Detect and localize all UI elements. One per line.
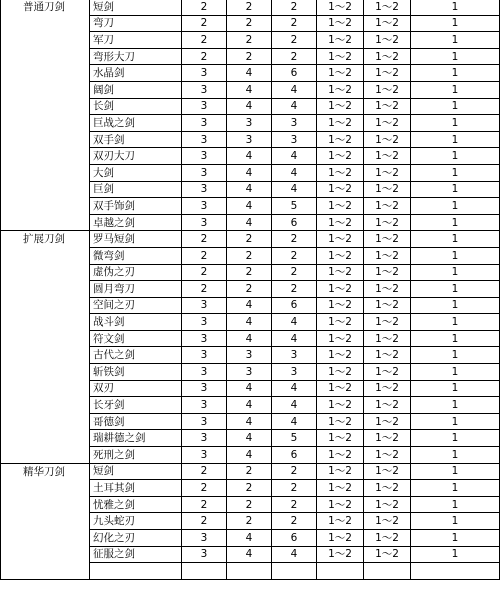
range-1-cell: 1～2	[317, 380, 364, 397]
stat-1-cell: 3	[182, 546, 227, 563]
stat-3-cell: 2	[272, 496, 317, 513]
weapon-name-cell	[90, 563, 182, 580]
stat-1-cell: 2	[182, 480, 227, 497]
stat-2-cell: 4	[227, 380, 272, 397]
value-cell: 1	[411, 463, 500, 480]
stat-1-cell: 2	[182, 513, 227, 530]
value-cell: 1	[411, 347, 500, 364]
stat-3-cell: 2	[272, 281, 317, 298]
stat-3-cell: 6	[272, 65, 317, 82]
stat-1-cell: 2	[182, 48, 227, 65]
table-row	[1, 0, 500, 15]
range-2-cell: 1～2	[364, 131, 411, 148]
range-2-cell: 1～2	[364, 148, 411, 165]
weapon-name-cell: 卓越之剑	[90, 214, 182, 231]
weapon-name-cell: 双刃	[90, 380, 182, 397]
weapon-name-cell: 弯形大刀	[90, 48, 182, 65]
stat-2-cell: 4	[227, 530, 272, 547]
value-cell: 1	[411, 148, 500, 165]
stat-3-cell: 2	[272, 463, 317, 480]
range-1-cell: 1～2	[317, 347, 364, 364]
stat-3-cell: 4	[272, 148, 317, 165]
value-cell: 1	[411, 496, 500, 513]
weapon-name-cell: 土耳其剑	[90, 480, 182, 497]
stat-3-cell	[272, 563, 317, 580]
range-2-cell: 1～2	[364, 530, 411, 547]
stat-3-cell: 4	[272, 98, 317, 115]
stat-2-cell: 2	[227, 15, 272, 32]
stat-1-cell	[182, 563, 227, 580]
range-1-cell: 1～2	[317, 496, 364, 513]
weapon-name-cell: 阔剑	[90, 81, 182, 98]
weapon-name-cell: 双刃大刀	[90, 148, 182, 165]
range-1-cell: 1～2	[317, 546, 364, 563]
weapon-name-cell: 幻化之刃	[90, 530, 182, 547]
stat-2-cell: 3	[227, 131, 272, 148]
range-1-cell: 1～2	[317, 463, 364, 480]
range-2-cell: 1～2	[364, 397, 411, 414]
stat-2-cell: 2	[227, 247, 272, 264]
range-2-cell: 1～2	[364, 347, 411, 364]
range-2-cell: 1～2	[364, 480, 411, 497]
range-1-cell: 1～2	[317, 32, 364, 49]
range-1-cell: 1～2	[317, 397, 364, 414]
stat-2-cell: 4	[227, 181, 272, 198]
stat-1-cell: 3	[182, 98, 227, 115]
stat-1-cell: 3	[182, 530, 227, 547]
stat-1-cell: 3	[182, 380, 227, 397]
stat-1-cell: 2	[182, 0, 227, 15]
range-1-cell: 1～2	[317, 65, 364, 82]
stat-1-cell: 3	[182, 164, 227, 181]
stat-3-cell: 4	[272, 181, 317, 198]
range-2-cell: 1～2	[364, 281, 411, 298]
value-cell: 1	[411, 15, 500, 32]
stat-2-cell: 3	[227, 115, 272, 132]
stat-2-cell: 3	[227, 364, 272, 381]
stat-3-cell: 4	[272, 330, 317, 347]
range-1-cell: 1～2	[317, 430, 364, 447]
stat-1-cell: 3	[182, 115, 227, 132]
stat-2-cell: 4	[227, 198, 272, 215]
stat-2-cell: 4	[227, 214, 272, 231]
stat-1-cell: 3	[182, 330, 227, 347]
stat-1-cell: 3	[182, 198, 227, 215]
stat-2-cell: 4	[227, 413, 272, 430]
value-cell: 1	[411, 380, 500, 397]
value-cell: 1	[411, 231, 500, 248]
stat-3-cell: 4	[272, 546, 317, 563]
value-cell: 1	[411, 530, 500, 547]
range-2-cell: 1～2	[364, 214, 411, 231]
value-cell: 1	[411, 32, 500, 49]
weapon-name-cell: 瑞耕德之剑	[90, 430, 182, 447]
stat-3-cell: 3	[272, 131, 317, 148]
range-1-cell	[317, 563, 364, 580]
range-2-cell: 1～2	[364, 98, 411, 115]
range-2-cell: 1～2	[364, 181, 411, 198]
stat-2-cell: 2	[227, 513, 272, 530]
weapon-name-cell: 虚伪之刃	[90, 264, 182, 281]
stat-3-cell: 6	[272, 297, 317, 314]
range-1-cell: 1～2	[317, 413, 364, 430]
range-2-cell: 1～2	[364, 413, 411, 430]
range-1-cell: 1～2	[317, 530, 364, 547]
weapon-name-cell: 双手饰剑	[90, 198, 182, 215]
range-2-cell: 1～2	[364, 447, 411, 464]
weapon-name-cell: 符文剑	[90, 330, 182, 347]
stat-2-cell: 2	[227, 281, 272, 298]
stat-3-cell: 2	[272, 48, 317, 65]
value-cell: 1	[411, 397, 500, 414]
value-cell: 1	[411, 314, 500, 331]
range-2-cell: 1～2	[364, 15, 411, 32]
range-2-cell	[364, 563, 411, 580]
table-row	[1, 463, 500, 480]
stat-1-cell: 3	[182, 131, 227, 148]
stat-2-cell: 4	[227, 81, 272, 98]
range-2-cell: 1～2	[364, 115, 411, 132]
stat-2-cell: 4	[227, 330, 272, 347]
value-cell: 1	[411, 198, 500, 215]
weapon-name-cell: 空间之刃	[90, 297, 182, 314]
range-2-cell: 1～2	[364, 48, 411, 65]
range-2-cell: 1～2	[364, 380, 411, 397]
value-cell: 1	[411, 330, 500, 347]
range-1-cell: 1～2	[317, 131, 364, 148]
stat-2-cell: 2	[227, 231, 272, 248]
weapon-name-cell: 斩铁剑	[90, 364, 182, 381]
weapon-name-cell: 水晶剑	[90, 65, 182, 82]
range-2-cell: 1～2	[364, 164, 411, 181]
value-cell: 1	[411, 281, 500, 298]
table-row	[1, 231, 500, 248]
range-2-cell: 1～2	[364, 496, 411, 513]
stat-1-cell: 3	[182, 364, 227, 381]
stat-1-cell: 3	[182, 65, 227, 82]
category-cell: 精华刀剑	[1, 463, 90, 579]
range-2-cell: 1～2	[364, 314, 411, 331]
range-1-cell: 1～2	[317, 330, 364, 347]
stat-3-cell: 2	[272, 15, 317, 32]
range-1-cell: 1～2	[317, 297, 364, 314]
stat-1-cell: 2	[182, 15, 227, 32]
stat-3-cell: 3	[272, 115, 317, 132]
stat-3-cell: 4	[272, 164, 317, 181]
stat-3-cell: 6	[272, 447, 317, 464]
stat-2-cell: 4	[227, 447, 272, 464]
weapon-name-cell: 罗马短剑	[90, 231, 182, 248]
value-cell: 1	[411, 247, 500, 264]
range-2-cell: 1～2	[364, 546, 411, 563]
range-1-cell: 1～2	[317, 115, 364, 132]
weapon-name-cell: 短剑	[90, 463, 182, 480]
value-cell: 1	[411, 98, 500, 115]
stat-2-cell: 4	[227, 65, 272, 82]
range-2-cell: 1～2	[364, 231, 411, 248]
stat-1-cell: 3	[182, 430, 227, 447]
range-2-cell: 1～2	[364, 198, 411, 215]
stat-3-cell: 4	[272, 314, 317, 331]
stat-2-cell: 4	[227, 297, 272, 314]
stat-2-cell: 4	[227, 98, 272, 115]
range-2-cell: 1～2	[364, 65, 411, 82]
stat-2-cell: 2	[227, 496, 272, 513]
range-1-cell: 1～2	[317, 148, 364, 165]
value-cell: 1	[411, 546, 500, 563]
weapon-name-cell: 长牙剑	[90, 397, 182, 414]
weapon-name-cell: 巨剑	[90, 181, 182, 198]
value-cell: 1	[411, 513, 500, 530]
range-1-cell: 1～2	[317, 264, 364, 281]
range-2-cell: 1～2	[364, 513, 411, 530]
range-2-cell: 1～2	[364, 364, 411, 381]
stat-2-cell: 3	[227, 347, 272, 364]
category-cell: 扩展刀剑	[1, 231, 90, 463]
range-1-cell: 1～2	[317, 447, 364, 464]
weapon-name-cell: 弯刀	[90, 15, 182, 32]
stat-2-cell	[227, 563, 272, 580]
range-1-cell: 1～2	[317, 364, 364, 381]
stat-2-cell: 4	[227, 546, 272, 563]
weapon-name-cell: 长剑	[90, 98, 182, 115]
weapon-name-cell: 军刀	[90, 32, 182, 49]
stat-1-cell: 3	[182, 214, 227, 231]
stat-1-cell: 3	[182, 81, 227, 98]
stat-1-cell: 3	[182, 181, 227, 198]
weapon-name-cell: 古代之剑	[90, 347, 182, 364]
weapon-name-cell: 大剑	[90, 164, 182, 181]
stat-3-cell: 5	[272, 198, 317, 215]
weapon-name-cell: 死刑之剑	[90, 447, 182, 464]
range-1-cell: 1～2	[317, 247, 364, 264]
stat-1-cell: 2	[182, 496, 227, 513]
weapon-name-cell: 哥德剑	[90, 413, 182, 430]
stat-3-cell: 6	[272, 530, 317, 547]
stat-1-cell: 3	[182, 347, 227, 364]
stat-3-cell: 5	[272, 430, 317, 447]
range-1-cell: 1～2	[317, 314, 364, 331]
value-cell: 1	[411, 447, 500, 464]
range-2-cell: 1～2	[364, 297, 411, 314]
range-1-cell: 1～2	[317, 181, 364, 198]
weapon-name-cell: 圆月弯刀	[90, 281, 182, 298]
range-2-cell: 1～2	[364, 32, 411, 49]
stat-2-cell: 2	[227, 480, 272, 497]
stat-1-cell: 3	[182, 148, 227, 165]
stat-3-cell: 4	[272, 413, 317, 430]
weapon-name-cell: 征服之剑	[90, 546, 182, 563]
stat-2-cell: 4	[227, 430, 272, 447]
weapon-name-cell: 短剑	[90, 0, 182, 15]
value-cell: 1	[411, 214, 500, 231]
range-1-cell: 1～2	[317, 231, 364, 248]
value-cell: 1	[411, 164, 500, 181]
range-1-cell: 1～2	[317, 81, 364, 98]
range-2-cell: 1～2	[364, 430, 411, 447]
stat-3-cell: 4	[272, 380, 317, 397]
value-cell	[411, 563, 500, 580]
stat-2-cell: 2	[227, 264, 272, 281]
value-cell: 1	[411, 115, 500, 132]
weapon-name-cell: 微弯剑	[90, 247, 182, 264]
stat-1-cell: 2	[182, 32, 227, 49]
stat-1-cell: 3	[182, 297, 227, 314]
range-2-cell: 1～2	[364, 0, 411, 15]
stat-1-cell: 2	[182, 264, 227, 281]
stat-3-cell: 6	[272, 214, 317, 231]
value-cell: 1	[411, 65, 500, 82]
value-cell: 1	[411, 430, 500, 447]
range-1-cell: 1～2	[317, 281, 364, 298]
stat-3-cell: 3	[272, 364, 317, 381]
stat-3-cell: 2	[272, 231, 317, 248]
range-2-cell: 1～2	[364, 81, 411, 98]
value-cell: 1	[411, 48, 500, 65]
value-cell: 1	[411, 264, 500, 281]
stat-1-cell: 2	[182, 247, 227, 264]
stat-2-cell: 2	[227, 463, 272, 480]
range-1-cell: 1～2	[317, 0, 364, 15]
stat-2-cell: 4	[227, 397, 272, 414]
value-cell: 1	[411, 181, 500, 198]
stat-3-cell: 4	[272, 81, 317, 98]
stat-2-cell: 4	[227, 148, 272, 165]
stat-1-cell: 2	[182, 463, 227, 480]
weapon-name-cell: 忧雅之剑	[90, 496, 182, 513]
range-1-cell: 1～2	[317, 48, 364, 65]
stat-2-cell: 2	[227, 48, 272, 65]
stat-2-cell: 4	[227, 164, 272, 181]
value-cell: 1	[411, 413, 500, 430]
range-1-cell: 1～2	[317, 164, 364, 181]
stat-2-cell: 4	[227, 314, 272, 331]
value-cell: 1	[411, 297, 500, 314]
stat-1-cell: 2	[182, 281, 227, 298]
weapon-name-cell: 巨战之剑	[90, 115, 182, 132]
range-1-cell: 1～2	[317, 513, 364, 530]
weapon-name-cell: 双手剑	[90, 131, 182, 148]
range-1-cell: 1～2	[317, 214, 364, 231]
range-1-cell: 1～2	[317, 98, 364, 115]
stat-1-cell: 3	[182, 397, 227, 414]
range-2-cell: 1～2	[364, 247, 411, 264]
range-1-cell: 1～2	[317, 480, 364, 497]
stat-3-cell: 2	[272, 0, 317, 15]
stat-3-cell: 2	[272, 513, 317, 530]
stat-1-cell: 2	[182, 231, 227, 248]
range-1-cell: 1～2	[317, 15, 364, 32]
stat-1-cell: 3	[182, 314, 227, 331]
stat-2-cell: 2	[227, 32, 272, 49]
stat-3-cell: 2	[272, 32, 317, 49]
value-cell: 1	[411, 131, 500, 148]
value-cell: 1	[411, 480, 500, 497]
stat-2-cell: 2	[227, 0, 272, 15]
category-cell: 普通刀剑	[1, 0, 90, 231]
range-2-cell: 1～2	[364, 463, 411, 480]
range-1-cell: 1～2	[317, 198, 364, 215]
stat-3-cell: 2	[272, 247, 317, 264]
stat-3-cell: 2	[272, 264, 317, 281]
value-cell: 1	[411, 364, 500, 381]
stat-1-cell: 3	[182, 413, 227, 430]
stat-1-cell: 3	[182, 447, 227, 464]
stat-3-cell: 2	[272, 480, 317, 497]
weapon-table-body	[1, 0, 500, 579]
stat-3-cell: 4	[272, 397, 317, 414]
stat-3-cell: 3	[272, 347, 317, 364]
weapon-name-cell: 九头蛇刃	[90, 513, 182, 530]
weapon-name-cell: 战斗剑	[90, 314, 182, 331]
value-cell: 1	[411, 81, 500, 98]
range-2-cell: 1～2	[364, 264, 411, 281]
value-cell: 1	[411, 0, 500, 15]
range-2-cell: 1～2	[364, 330, 411, 347]
